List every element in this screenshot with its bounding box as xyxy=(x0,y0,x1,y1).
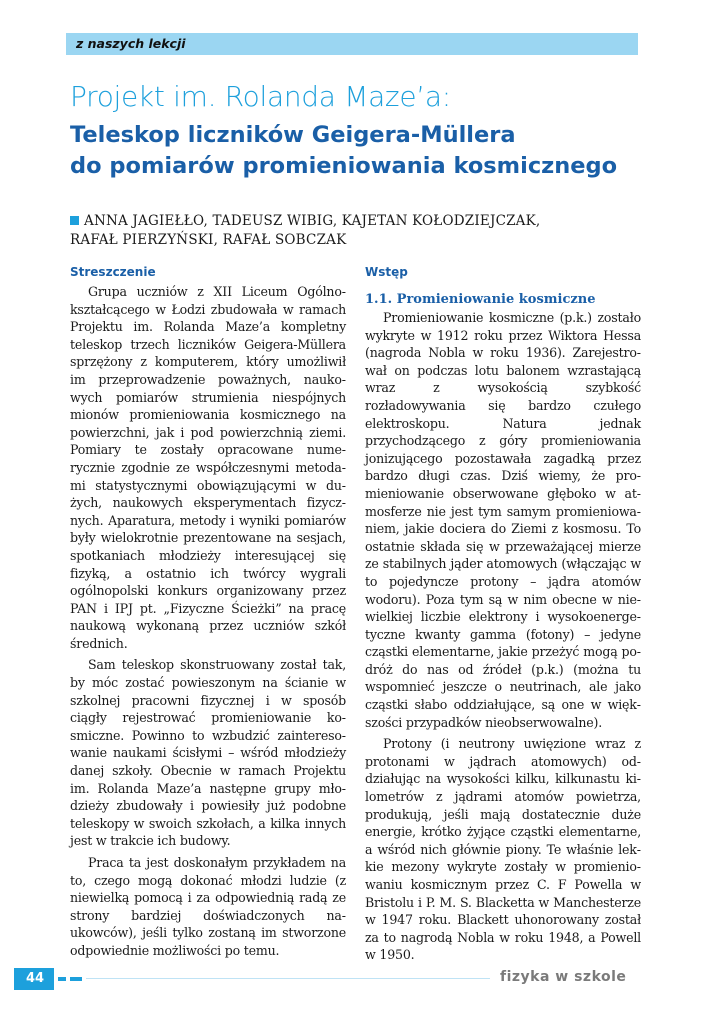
magazine-name: fizyka w szkole xyxy=(500,969,627,985)
authors xyxy=(70,212,540,250)
page-number-box xyxy=(14,968,54,990)
intro-heading: Wstęp xyxy=(365,265,408,279)
intro-paragraph: Promieniowanie kosmiczne (p.k.) zostało wykryte w 1912 roku przez Wiktora Hessa (nagroda Nobla w roku 1936). Zarejestrował on podczas lotu balonem wzrastającą wraz z wysokością szybkość rozładowywania się bardzo czułego elektroskopu. Natura jednak przychodzącego z góry promieniowania jonizującego pozostawała zagadką przez bardzo długi czas. Dziś wiemy, że promieniowanie obserwowane głęboko w atmosferze nie jest tym samym promieniowaniem, jakie dociera do Ziemi z kosmosu. To ostatnie składa się w przeważającej mierze ze stabilnych jąder atomowych (włączając w to pojedyncze protony – jądra atomów wodoru). Poza tym są w nim obecne w niewielkiej liczbie elektrony i wysokoenergetyczne kwanty gamma (fotony) – jedyne cząstki elementarne, jakie przeżyć mogą podróż do nas od źródeł (p.k.) (można tu wspomnieć jeszcze o neutrinach, ale jako cząstki słabo oddziałujące, są one w większości przypadków nieobserwowalne). xyxy=(365,310,641,730)
article-title xyxy=(70,120,617,182)
abstract-paragraph: Grupa uczniów z XII Liceum Ogólnokształcącego w Łodzi zbudowała w ramach Projektu im. Rolanda Maze’a kompletny teleskop trzech liczników Geigera-Müllera sprzężony z komputerem, który umożliwił im przeprowadzenie poważnych, naukowych pomiarów strumienia niespójnych mionów promieniowania kosmicznego na powierzchni, jak i pod powierzchnią ziemi. Pomiary te zostały opracowane numerycznie zgodnie ze współczesnymi metodami statystycznymi obowiązującymi w dużych, naukowych eksperymentach fizycznych. Aparatura, metody i wyniki pomiarów były wielokrotnie prezentowane na sesjach, spotkaniach młodzieży interesującej się fizyką, a ostatnio ich twórcy wygrali ogólnopolski konkurs organizowany przez PAN i IPJ pt. „Fizyczne Ścieżki” na pracę naukową wykonaną przez uczniów szkół średnich. xyxy=(70,284,346,651)
bullet-square-icon xyxy=(70,216,79,225)
intro-column xyxy=(365,263,641,964)
article-title-prefix: Projekt im. Rolanda Maze’a: xyxy=(70,80,451,113)
abstract-heading: Streszczenie xyxy=(70,265,156,279)
footer-divider xyxy=(86,978,490,979)
intro-paragraph: Protony (i neutrony uwięzione wraz z protonami w jądrach atomowych) oddziałując na wysokości kilku, kilkunastu kilometrów z jądrami atomów powietrza, produkują, jeśli mają dostatecznie duże energie, krótko żyjące cząstki elementarne, a wśród nich głównie piony. Te właśnie lekkie mezony wykryte zostały w promieniowaniu kosmicznym przez C. F Powella w Bristolu i P. M. S. Blacketta w Manchesterze w 1947 roku. Blackett uhonorowany został za to nagrodą Nobla w roku 1948, a Powell w 1950. xyxy=(365,736,641,963)
abstract-column xyxy=(70,263,346,960)
article-title-line-1: Teleskop liczników Geigera-Müllera xyxy=(70,122,516,148)
section-header-bar xyxy=(66,33,638,55)
section-label: z naszych lekcji xyxy=(76,36,186,51)
page-number: 44 xyxy=(26,971,45,986)
authors-line-2: RAFAŁ PIERZYŃSKI, RAFAŁ SOBCZAK xyxy=(70,232,347,248)
abstract-paragraph: Sam teleskop skonstruowany został tak, by móc zostać powieszonym na ścianie w szkolnej pracowni fizycznej i w sposób ciągły rejestrować promieniowanie kosmiczne. Powinno to wzbudzić zainteresowanie naukami ścisłymi – wśród młodzieży danej szkoły. Obecnie w ramach Projektu im. Rolanda Maze’a następne grupy młodzieży zbudowały i powiesiły już podobne teleskopy w swoich szkołach, a kilka innych jest w trakcie ich budowy. xyxy=(70,657,346,849)
abstract-paragraph: Praca ta jest doskonałym przykładem na to, czego mogą dokonać młodzi ludzie (z niewielką pomocą i za odpowiednią radą ze strony bardziej doświadczonych naukowców), jeśli tylko zostaną im stworzone odpowiednie możliwości po temu. xyxy=(70,855,346,958)
article-title-line-2: do pomiarów promieniowania kosmicznego xyxy=(70,153,618,179)
footer-dash-decoration xyxy=(58,977,66,981)
footer-dash-decoration xyxy=(70,977,82,981)
authors-line-1: ANNA JAGIEŁŁO, TADEUSZ WIBIG, KAJETAN KOŁODZIEJCZAK, xyxy=(84,213,541,229)
intro-subheading: 1.1. Promieniowanie kosmiczne xyxy=(365,292,596,307)
